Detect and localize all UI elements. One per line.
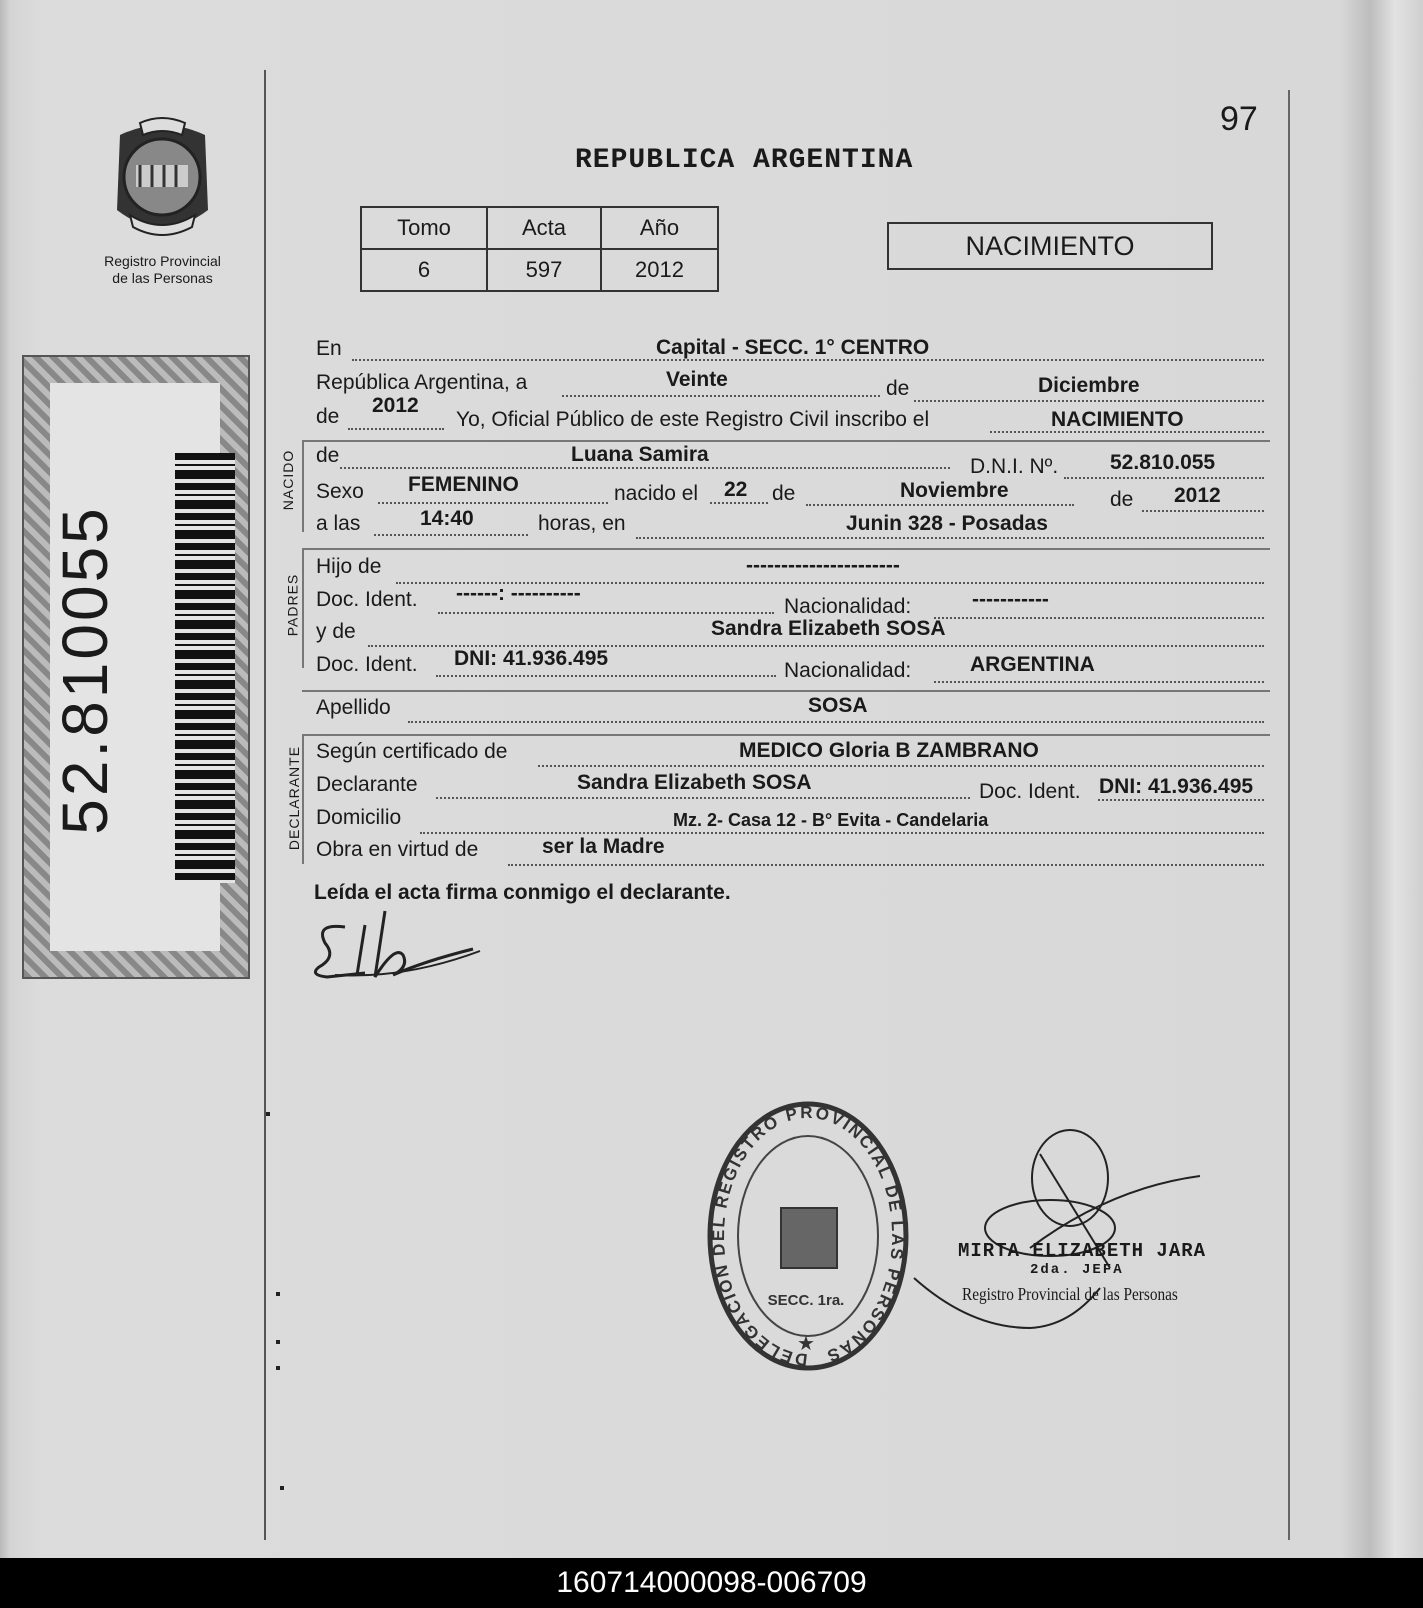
birth-year-value: 2012 [1174,484,1221,507]
dots [1142,510,1264,512]
declarant-doc-value: DNI: 41.936.495 [1099,775,1254,798]
dots [1064,477,1264,479]
table-header-tomo: Tomo [361,207,487,249]
margin-mark [276,1366,280,1370]
margin-mark [266,1112,270,1116]
barcode [175,453,235,883]
section-label-padres: PADRES [284,573,301,637]
mother-name-value: Sandra Elizabeth SOSA [711,617,946,640]
label-de: de [772,482,796,505]
label-obra-en-virtud: Obra en virtud de [316,838,479,861]
official-office: Registro Provincial de las Personas [962,1284,1178,1304]
label-domicilio: Domicilio [316,806,402,829]
table-header-acta: Acta [487,207,601,249]
sex-value: FEMENINO [408,473,519,496]
dots [538,765,1264,767]
dots [436,675,776,677]
table-header-row [361,207,718,249]
dots [340,467,950,469]
dots [348,428,444,430]
nacido-bracket [302,440,304,532]
document-title: REPUBLICA ARGENTINA [575,145,914,176]
father-nationality-value: ----------- [972,588,1049,611]
official-stamp [706,1100,910,1372]
id-label-inner [50,383,220,951]
dots [420,832,1264,834]
closing-statement: Leída el acta firma conmigo el declarante. [314,881,731,904]
act-kind-value: NACIMIENTO [1051,408,1184,431]
registry-name-line1: Registro Provincial [104,253,221,269]
child-name-value: Luana Samira [571,443,709,466]
label-de: de [316,405,340,428]
dots [636,537,1264,539]
margin-mark [276,1340,280,1344]
declarant-name-value: Sandra Elizabeth SOSA [577,771,812,794]
dots [508,864,1264,866]
registry-name-line2: de las Personas [112,270,213,286]
father-name-value: ---------------------- [746,554,900,577]
section-divider [302,734,1270,736]
birth-month-value: Noviembre [900,479,1009,502]
dots [710,502,768,504]
label-dni: D.N.I. Nº. [970,455,1059,478]
child-dni-value: 52.810.055 [1110,451,1216,474]
stamp-star-icon: ★ [797,1333,815,1355]
capacity-value: ser la Madre [542,835,665,858]
label-doc-ident: Doc. Ident. [316,588,418,611]
label-en: En [316,337,342,360]
acta-value: 597 [487,249,601,291]
section-divider [302,440,1270,442]
table-header-anio: Año [601,207,718,249]
right-margin-rule [1288,90,1290,1540]
book-reference-table [360,206,719,292]
table-row [361,249,718,291]
label-de: de [316,444,340,467]
label-declarante: Declarante [316,773,418,796]
label-segun-certificado: Según certificado de [316,740,508,763]
label-doc-ident: Doc. Ident. [979,780,1081,803]
left-margin-rule [264,70,266,1540]
label-doc-ident: Doc. Ident. [316,653,418,676]
place-value: Capital - SECC. 1° CENTRO [656,336,930,359]
birth-place-value: Junin 328 - Posadas [846,512,1048,535]
record-type-box: NACIMIENTO [887,222,1213,270]
dots [562,395,880,397]
dots [408,721,1264,723]
birth-time-value: 14:40 [420,507,474,530]
id-number-vertical: 52.810055 [49,505,121,835]
declarante-bracket [302,736,304,864]
official-role: 2da. JEFA [1030,1262,1124,1278]
dots [436,797,970,799]
label-de: de [886,377,910,400]
label-nacionalidad: Nacionalidad: [784,595,912,618]
registry-name [80,253,245,287]
mother-nationality-value: ARGENTINA [970,653,1095,676]
label-republica: República Argentina, a [316,371,528,394]
id-label-sticker [22,355,250,979]
dots [914,400,1264,402]
section-divider [302,690,1270,692]
label-hijo-de: Hijo de [316,555,382,578]
label-nacionalidad: Nacionalidad: [784,659,912,682]
dots [438,612,774,614]
label-de: de [1110,488,1134,511]
label-nacido-el: nacido el [614,482,699,505]
dots [806,504,1074,506]
official-signature [910,1128,1210,1348]
month-value: Diciembre [1038,374,1140,397]
dots [934,617,1264,619]
label-apellido: Apellido [316,696,391,719]
province-seal-logo [100,115,225,245]
dots [934,681,1264,683]
dots [1098,799,1264,801]
surname-value: SOSA [808,694,868,717]
label-oficial: Yo, Oficial Público de este Registro Civil inscribo el [456,408,930,431]
label-y-de: y de [316,620,356,643]
section-divider [302,548,1270,550]
declarant-signature [305,905,485,990]
margin-mark [276,1292,280,1296]
section-label-nacido: NACIDO [280,449,297,511]
section-label-declarante: DECLARANTE [286,745,303,851]
father-doc-value: ------: ---------- [456,582,581,605]
page-number: 97 [1220,100,1258,138]
stamp-ring-text: DELEGACION DEL REGISTRO PROVINCIAL DE LAS PERSONAS [708,1102,908,1370]
stamp-center-text: SECC. 1ra. [767,1292,845,1309]
dots [374,534,528,536]
padres-bracket [302,550,304,668]
address-value: Mz. 2- Casa 12 - B° Evita - Candelaria [673,810,989,830]
label-sexo: Sexo [316,480,364,503]
official-name: MIRTA ELIZABETH JARA [958,1240,1207,1262]
year-value: 2012 [372,394,419,417]
anio-value: 2012 [601,249,718,291]
mother-doc-value: DNI: 41.936.495 [454,647,609,670]
day-value: Veinte [666,368,728,391]
label-a-las: a las [316,512,361,535]
tomo-value: 6 [361,249,487,291]
birth-day-value: 22 [724,478,748,501]
margin-mark [280,1486,284,1490]
scan-footer-code: 160714000098-006709 [0,1558,1423,1608]
label-horas-en: horas, en [538,512,626,535]
dots [378,502,608,504]
certificate-value: MEDICO Gloria B ZAMBRANO [739,739,1039,762]
